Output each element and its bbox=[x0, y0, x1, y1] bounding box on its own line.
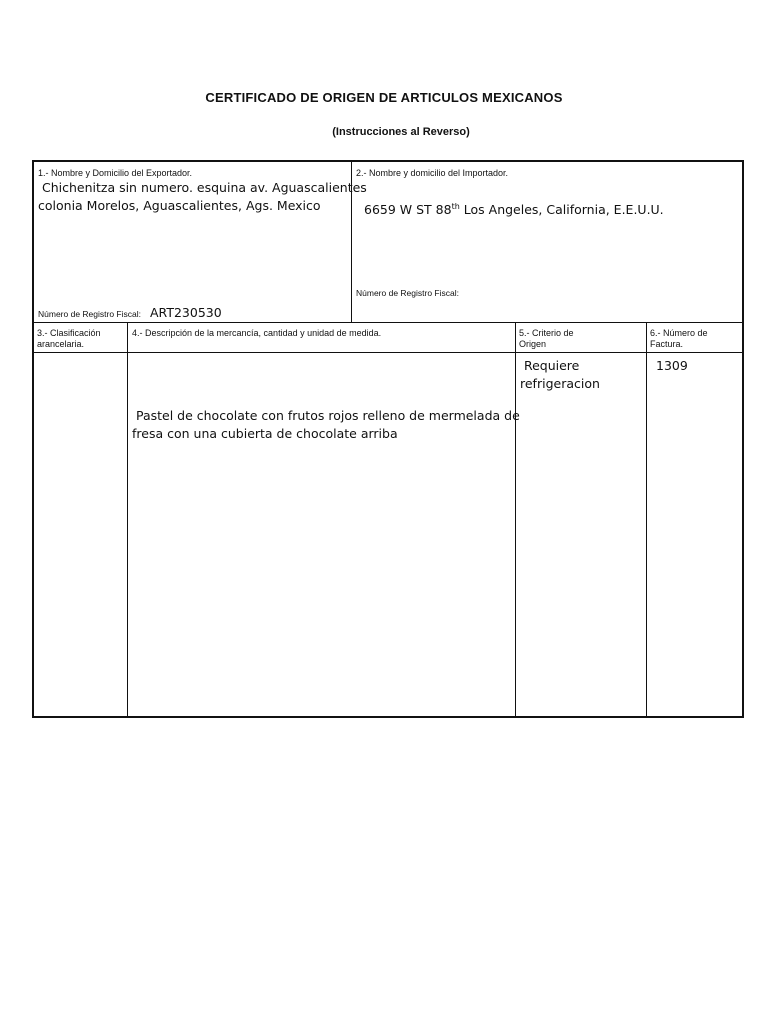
importer-address-sup: th bbox=[451, 202, 460, 211]
descripcion-line2: fresa con una cubierta de chocolate arriba bbox=[132, 426, 398, 441]
importer-address-suffix: Los Angeles, California, E.E.U.U. bbox=[459, 202, 664, 218]
factura-number: 1309 bbox=[656, 358, 688, 373]
importer-address-prefix: 6659 W ST 88 bbox=[364, 202, 452, 218]
col3-header-line1: 3.- Clasificación bbox=[37, 328, 101, 338]
col3-header-line2: arancelaria. bbox=[37, 339, 85, 349]
importer-registro-label: Número de Registro Fiscal: bbox=[356, 288, 459, 298]
divider-table-header bbox=[34, 352, 742, 353]
exporter-address-line1: Chichenitza sin numero. esquina av. Aguascalientes bbox=[38, 180, 367, 195]
descripcion-line1: Pastel de chocolate con frutos rojos relleno de mermelada de bbox=[132, 408, 520, 423]
col6-header-line1: 6.- Número de bbox=[650, 328, 708, 338]
criterio-line2: refrigeracion bbox=[520, 376, 600, 391]
divider-col4-col5 bbox=[515, 322, 516, 716]
certificate-form bbox=[32, 160, 744, 718]
importer-label: 2.- Nombre y domicilio del Importador. bbox=[356, 168, 509, 178]
divider-parties-table bbox=[34, 322, 742, 323]
exporter-label: 1.- Nombre y Domicilio del Exportador. bbox=[38, 168, 193, 178]
document-title: CERTIFICADO DE ORIGEN DE ARTICULOS MEXICANOS bbox=[205, 90, 563, 105]
col6-header-line2: Factura. bbox=[650, 339, 684, 349]
divider-col3-col4 bbox=[127, 322, 128, 716]
col4-header: 4.- Descripción de la mercancía, cantidad y unidad de medida. bbox=[132, 328, 382, 338]
exporter-registro-value: ART230530 bbox=[150, 305, 222, 320]
criterio-line1: Requiere bbox=[520, 358, 580, 373]
importer-address bbox=[364, 198, 664, 219]
col5-header-line2: Origen bbox=[519, 339, 547, 349]
exporter-address-line2: colonia Morelos, Aguascalientes, Ags. Mexico bbox=[38, 198, 321, 213]
exporter-registro-label: Número de Registro Fiscal: bbox=[38, 309, 141, 319]
divider-col5-col6 bbox=[646, 322, 647, 716]
document-subtitle: (Instrucciones al Reverso) bbox=[332, 126, 470, 138]
col5-header-line1: 5.- Criterio de bbox=[519, 328, 574, 338]
